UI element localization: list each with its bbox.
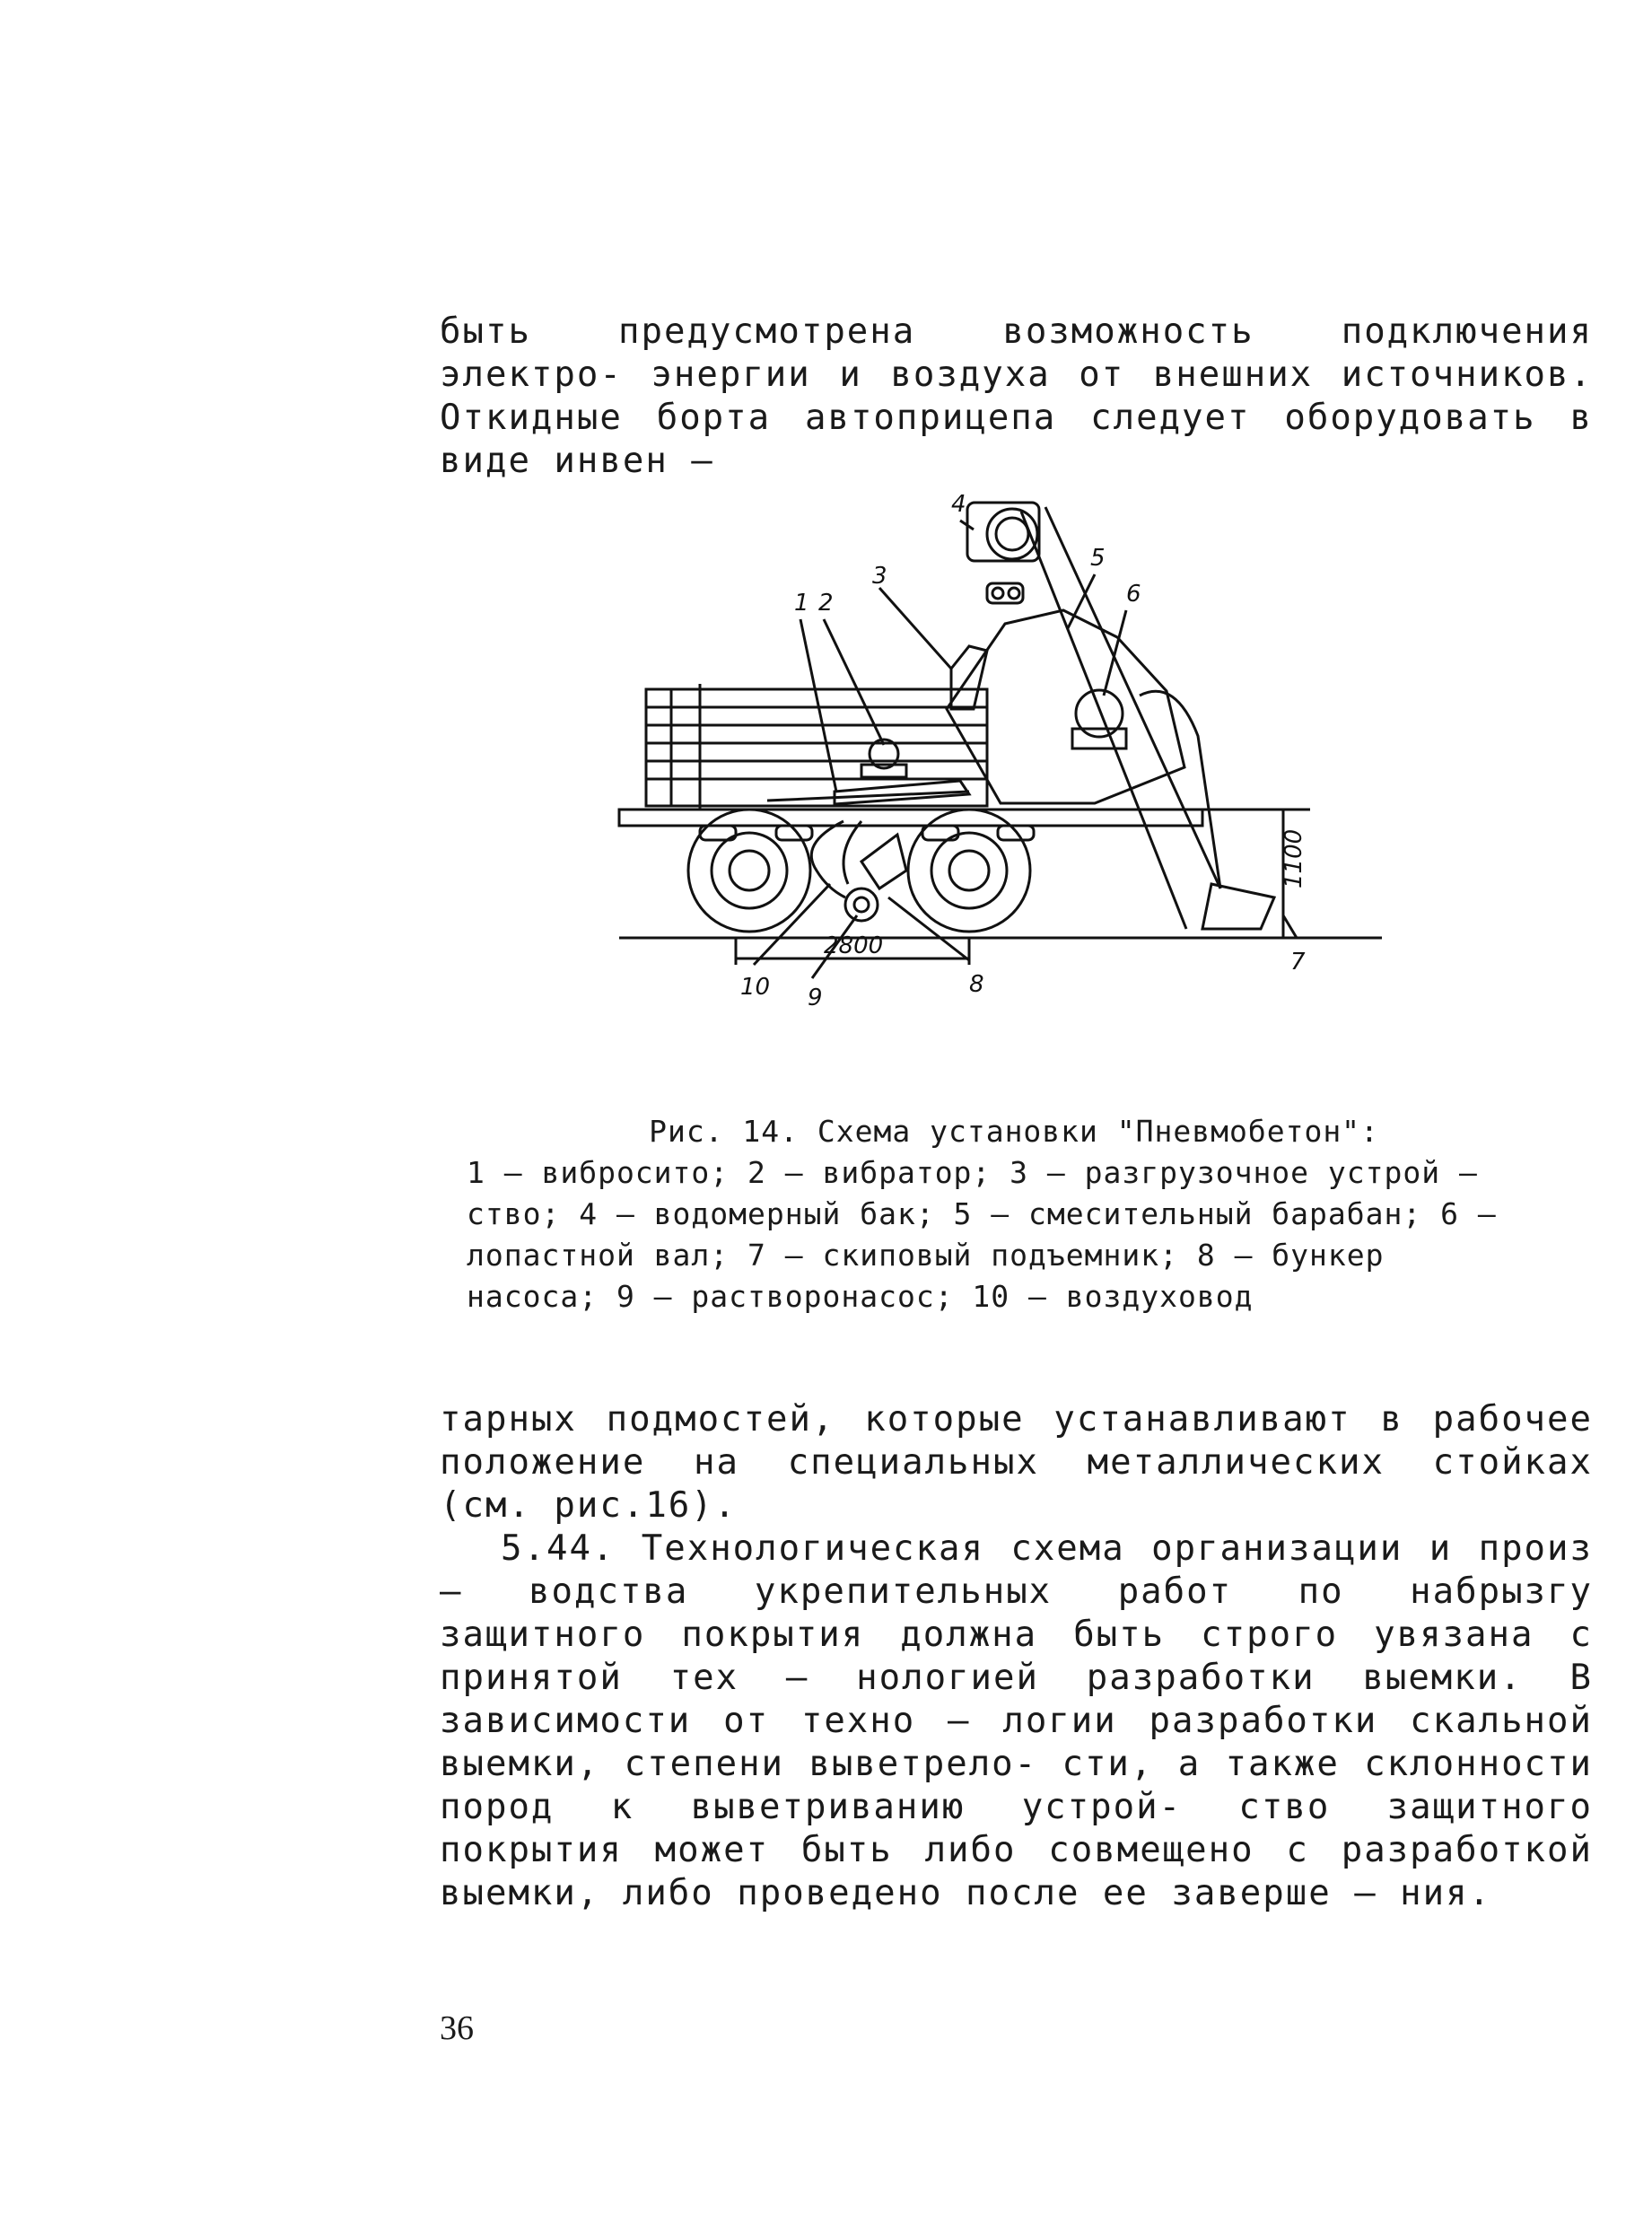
label-3: 3 [872, 563, 887, 590]
label-8: 8 [969, 971, 984, 998]
label-9: 9 [808, 985, 823, 1011]
skip-bucket [1202, 884, 1274, 929]
label-1: 1 [794, 590, 809, 617]
label-2: 2 [818, 590, 834, 617]
label-10: 10 [740, 974, 771, 1001]
figure-caption [467, 1111, 1525, 1317]
pump-hopper [861, 835, 906, 888]
wheelbase-dimension: 2800 [824, 932, 884, 959]
top-paragraph [440, 311, 1593, 483]
bottom-text [440, 1398, 1593, 1915]
label-6: 6 [1126, 581, 1141, 608]
bottom-paragraph-2: 5.44. Технологическая схема организации и произ – водства укрепительных работ по набрызгу защитного покрытия должна быть строго увязана с принятой тех – нологией разработки выемки. В зависимости от техно – логии разработки скальной выемки, степени выветрело- сти, а также склонности пород к выветриванию устрой- ство защитного покрытия может быть либо совмещено с разработкой выемки, либо проведено после ее заверше – ния. [440, 1528, 1593, 1913]
caption-title: Рис. 14. Схема установки "Пневмобетон": [649, 1114, 1379, 1149]
skip-rail-right [1045, 507, 1220, 888]
caption-legend: 1 – вибросито; 2 – вибратор; 3 – разгрузочное устрой – ство; 4 – водомерный бак; 5 – смесительный барабан; 6 – лопастной вал; 7 – скиповый подъемник; 8 – бункер насоса; 9 – растворонасос; 10 – воздуховод [467, 1155, 1497, 1314]
label-4: 4 [951, 491, 966, 518]
label-7: 7 [1290, 949, 1306, 976]
label-5: 5 [1090, 545, 1106, 572]
trailer-platform [619, 810, 1202, 826]
top-paragraph-text: быть предусмотрена возможность подключения электро- энергии и воздуха от внешних источников. Откидные борта автоприцепа следует оборудовать в виде инвен – [440, 311, 1593, 481]
pnevmobeton-schematic [592, 476, 1400, 1023]
wheel-front [688, 810, 810, 932]
page-number: 36 [440, 2009, 474, 2047]
figure-pnevmobeton-diagram [592, 476, 1400, 1023]
wheel-rear [908, 810, 1030, 932]
bottom-paragraph-1: тарных подмостей, которые устанавливают в рабочее положение на специальных металлических стойках (см. рис.16). [440, 1399, 1593, 1526]
height-dimension: 1100 [1281, 828, 1307, 888]
mortar-pump [845, 888, 878, 921]
skip-rail-left [1021, 512, 1186, 929]
